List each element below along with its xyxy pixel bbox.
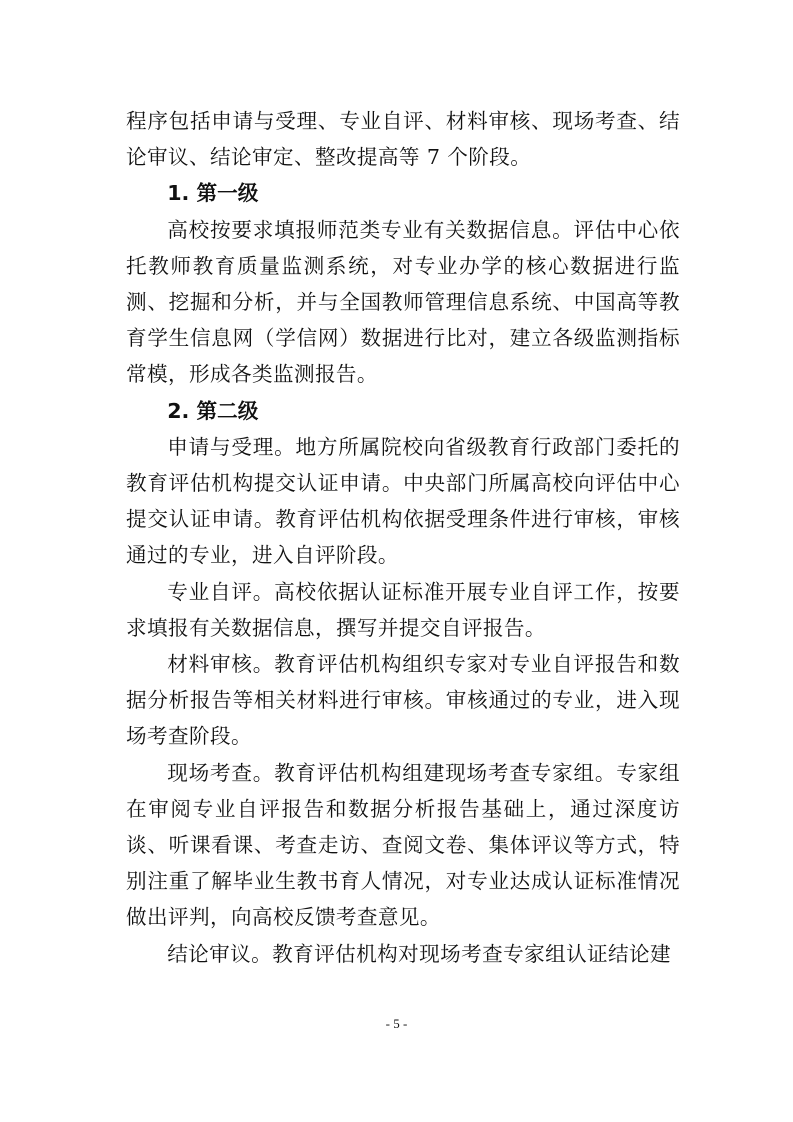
section-heading-level-2: 2. 第二级 <box>167 398 259 423</box>
paragraph-level-1-monitoring: 高校按要求填报师范类专业有关数据信息。评估中心依托教师教育质量监测系统，对专业办学的核心数据进行监测、挖掘和分析，并与全国教师管理信息系统、中国高等教育学生信息网（学信网）数据进行比对，建立各级监测指标常模，形成各类监测报告。 <box>126 217 680 387</box>
paragraph-material-review: 材料审核。教育评估机构组织专家对专业自评报告和数据分析报告等相关材料进行审核。审核通过的专业，进入现场考查阶段。 <box>126 652 680 749</box>
paragraph-self-evaluation: 专业自评。高校依据认证标准开展专业自评工作，按要求填报有关数据信息，撰写并提交自评报告。 <box>126 579 680 640</box>
paragraph-application: 申请与受理。地方所属院校向省级教育行政部门委托的教育评估机构提交认证申请。中央部门所属高校向评估中心提交认证申请。教育评估机构依据受理条件进行审核，审核通过的专业，进入自评阶段。 <box>126 434 680 568</box>
paragraph-conclusion-review: 结论审议。教育评估机构对现场考查专家组认证结论建 <box>167 941 672 966</box>
paragraph-site-visit: 现场考查。教育评估机构组建现场考查专家组。专家组在审阅专业自评报告和数据分析报告基础上，通过深度访谈、听课看课、考查走访、查阅文卷、集体评议等方式，特别注重了解毕业生教书育人情况，对专业达成认证标准情况做出评判，向高校反馈考查意见。 <box>126 760 680 930</box>
page-number: - 5 - <box>385 1016 408 1031</box>
paragraph-continuation: 程序包括申请与受理、专业自评、材料审核、现场考查、结论审议、结论审定、整改提高等 7 个阶段。 <box>126 109 680 170</box>
document-body <box>126 103 680 972</box>
section-heading-level-1: 1. 第一级 <box>167 181 259 206</box>
